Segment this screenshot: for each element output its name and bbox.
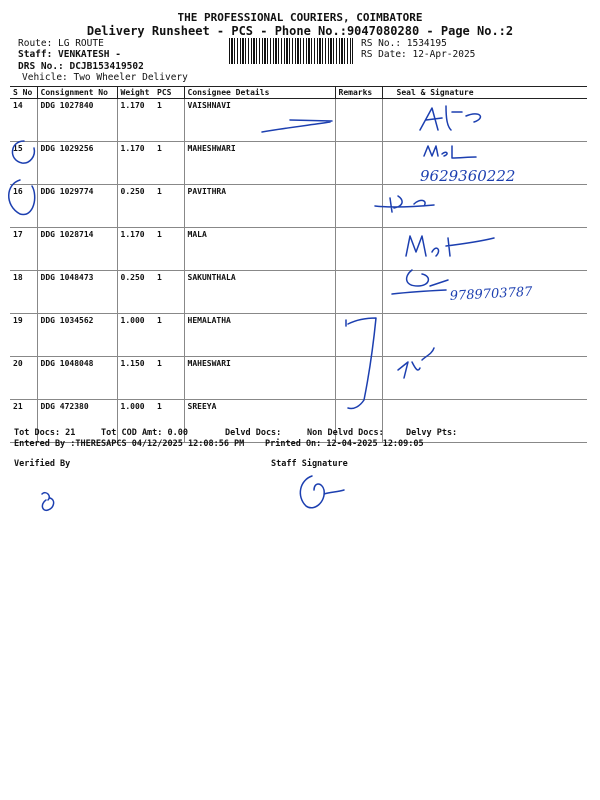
cell-remarks bbox=[335, 99, 382, 142]
cell-pcs: 1 bbox=[154, 142, 184, 185]
cell-consignee: VAISHNAVI bbox=[184, 99, 335, 142]
company-name: THE PROFESSIONAL COURIERS, COIMBATORE bbox=[177, 11, 423, 24]
cell-pcs: 1 bbox=[154, 99, 184, 142]
entered-by: Entered By :THERESAPCS 04/12/2025 12:08:56 PM bbox=[14, 439, 245, 449]
handwritten-phone-2: 9789703787 bbox=[449, 284, 533, 304]
delivery-points: Delvy Pts: bbox=[406, 428, 458, 438]
cell-consignment: DDG 1028714 bbox=[37, 228, 117, 271]
col-sno: S No bbox=[10, 87, 37, 99]
cell-pcs: 1 bbox=[154, 314, 184, 357]
cell-consignment: DDG 1048473 bbox=[37, 271, 117, 314]
cell-signature bbox=[382, 99, 587, 142]
cell-remarks bbox=[335, 357, 382, 400]
cell-consignee: SREEYA bbox=[184, 400, 335, 443]
cell-sno: 16 bbox=[10, 185, 37, 228]
verified-signature-mark bbox=[42, 493, 54, 511]
cell-consignee: MAHESHWARI bbox=[184, 142, 335, 185]
handwritten-phone-1: 9629360222 bbox=[420, 167, 516, 185]
col-remarks: Remarks bbox=[335, 87, 382, 99]
cell-remarks bbox=[335, 228, 382, 271]
cell-consignee: MALA bbox=[184, 228, 335, 271]
vehicle-label: Vehicle: Two Wheeler Delivery bbox=[22, 72, 188, 83]
barcode bbox=[229, 38, 353, 64]
table-row bbox=[10, 400, 587, 443]
cell-consignment: DDG 1048048 bbox=[37, 357, 117, 400]
drs-number: DRS No.: DCJB153419502 bbox=[18, 61, 144, 72]
cell-weight: 1.150 bbox=[117, 357, 154, 400]
cell-pcs: 1 bbox=[154, 185, 184, 228]
cell-weight: 0.250 bbox=[117, 271, 154, 314]
cell-remarks bbox=[335, 142, 382, 185]
cell-pcs: 1 bbox=[154, 271, 184, 314]
table-row bbox=[10, 314, 587, 357]
cell-weight: 1.170 bbox=[117, 99, 154, 142]
cell-weight: 1.170 bbox=[117, 142, 154, 185]
staff-label: Staff: VENKATESH - bbox=[18, 49, 121, 60]
cell-consignment: DDG 1027840 bbox=[37, 99, 117, 142]
col-consignment: Consignment No bbox=[37, 87, 117, 99]
cell-weight: 1.000 bbox=[117, 314, 154, 357]
runsheet-title: Delivery Runsheet - PCS - Phone No.:9047080280 - Page No.:2 bbox=[86, 24, 514, 38]
cell-sno: 21 bbox=[10, 400, 37, 443]
cell-consignee: SAKUNTHALA bbox=[184, 271, 335, 314]
rs-number: RS No.: 1534195 bbox=[361, 38, 447, 49]
staff-signature-mark bbox=[300, 476, 344, 508]
table-row bbox=[10, 142, 587, 185]
cell-consignment: DDG 1034562 bbox=[37, 314, 117, 357]
verified-by-label: Verified By bbox=[14, 459, 71, 469]
total-docs: Tot Docs: 21 bbox=[14, 428, 76, 438]
cell-consignment: DDG 472380 bbox=[37, 400, 117, 443]
col-pcs: PCS bbox=[154, 87, 184, 99]
cell-remarks bbox=[335, 271, 382, 314]
cell-pcs: 1 bbox=[154, 357, 184, 400]
cell-signature bbox=[382, 271, 587, 314]
cell-consignment: DDG 1029256 bbox=[37, 142, 117, 185]
cell-pcs: 1 bbox=[154, 400, 184, 443]
cell-signature bbox=[382, 185, 587, 228]
cell-sno: 20 bbox=[10, 357, 37, 400]
cell-signature bbox=[382, 357, 587, 400]
cell-sno: 14 bbox=[10, 99, 37, 142]
runsheet-table bbox=[10, 86, 587, 443]
table-row bbox=[10, 357, 587, 400]
printed-on: Printed On: 12-04-2025 12:09:05 bbox=[265, 439, 424, 449]
cell-signature bbox=[382, 314, 587, 357]
table-row bbox=[10, 99, 587, 142]
cell-weight: 1.170 bbox=[117, 228, 154, 271]
cell-sno: 15 bbox=[10, 142, 37, 185]
col-weight: Weight bbox=[117, 87, 154, 99]
cell-remarks bbox=[335, 185, 382, 228]
cell-consignment: DDG 1029774 bbox=[37, 185, 117, 228]
staff-signature-label: Staff Signature bbox=[271, 459, 348, 469]
cell-consignee: PAVITHRA bbox=[184, 185, 335, 228]
delivered-docs: Delvd Docs: bbox=[225, 428, 282, 438]
table-header bbox=[10, 87, 587, 99]
rs-date: RS Date: 12-Apr-2025 bbox=[361, 49, 476, 60]
table-row bbox=[10, 228, 587, 271]
table-row bbox=[10, 185, 587, 228]
cell-weight: 0.250 bbox=[117, 185, 154, 228]
cell-sno: 17 bbox=[10, 228, 37, 271]
cell-pcs: 1 bbox=[154, 228, 184, 271]
cell-sno: 19 bbox=[10, 314, 37, 357]
table-row bbox=[10, 271, 587, 314]
non-delivered-docs: Non Delvd Docs: bbox=[307, 428, 384, 438]
cell-remarks bbox=[335, 314, 382, 357]
cell-consignee: MAHESWARI bbox=[184, 357, 335, 400]
col-consignee: Consignee Details bbox=[184, 87, 335, 99]
total-cod-amount: Tot COD Amt: 0.00 bbox=[101, 428, 188, 438]
cell-consignee: HEMALATHA bbox=[184, 314, 335, 357]
cell-sno: 18 bbox=[10, 271, 37, 314]
col-seal-signature: Seal & Signature bbox=[382, 87, 587, 99]
cell-signature bbox=[382, 228, 587, 271]
cell-weight: 1.000 bbox=[117, 400, 154, 443]
route-label: Route: LG ROUTE bbox=[18, 38, 104, 49]
cell-signature bbox=[382, 142, 587, 185]
